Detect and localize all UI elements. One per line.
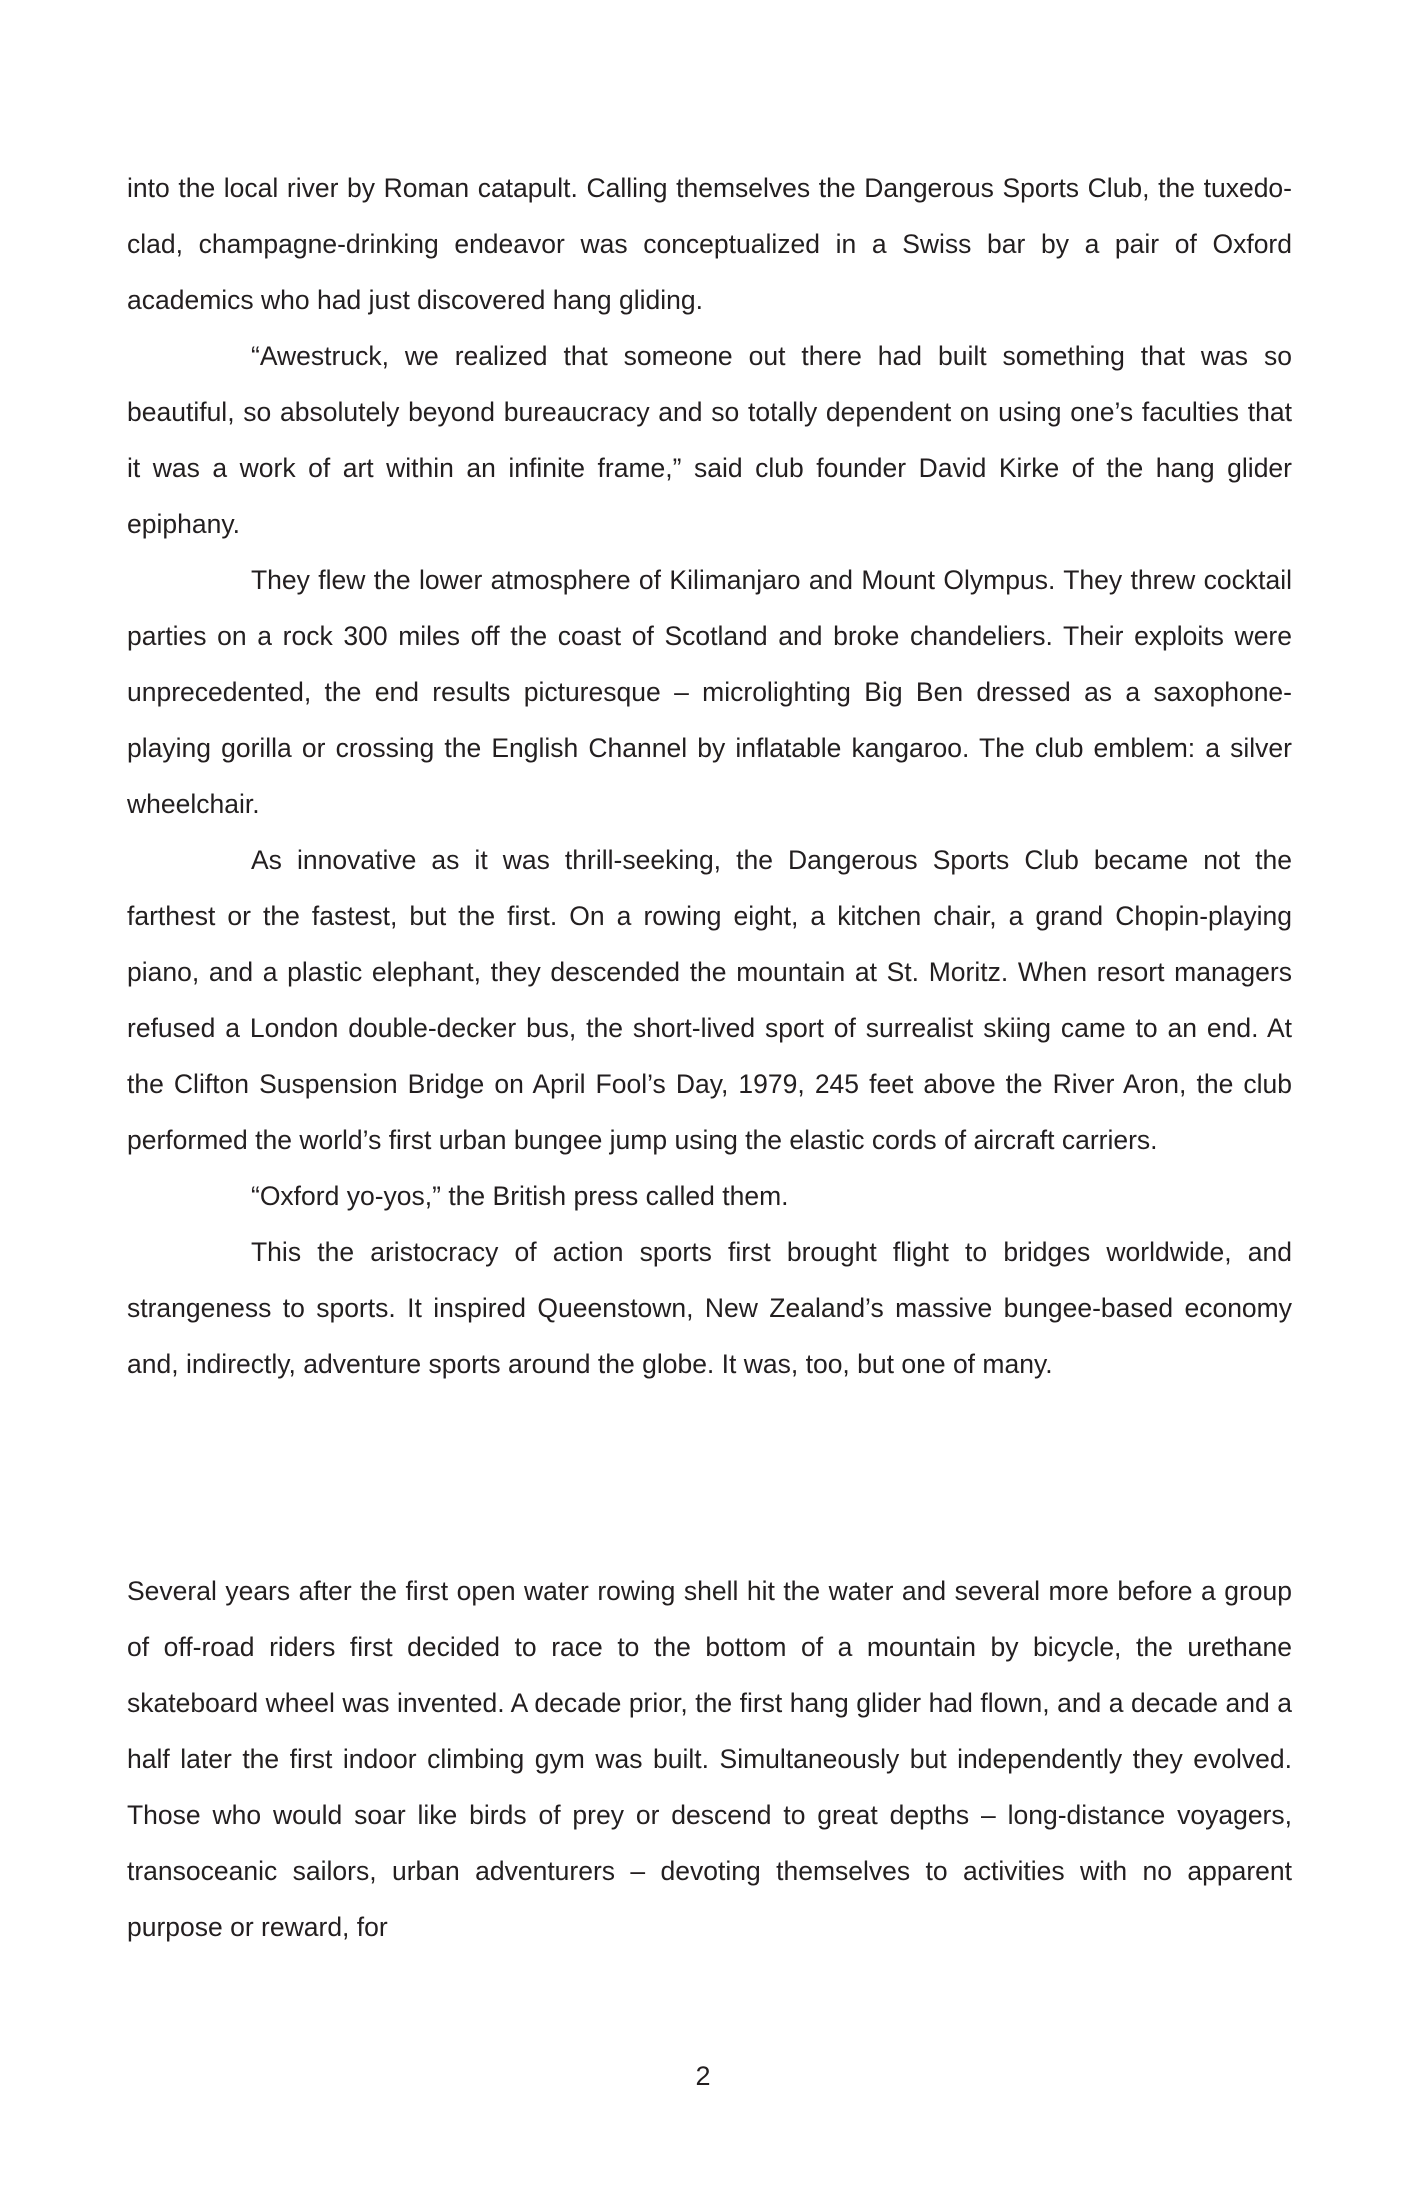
paragraph-awestruck-quote: “Awestruck, we realized that someone out there had built something that was so beautiful, so absolutely beyond bureaucracy and so totally dependent on using one’s faculties that it was a work of art within an infinite frame,” said club founder David Kirke of the hang glider epiphany. bbox=[127, 341, 1292, 539]
paragraph-aristocracy: This the aristocracy of action sports first brought flight to bridges worldwide, and strangeness to sports. It inspired Queenstown, New Zealand’s massive bungee-based economy and, indirectly, adventure sports around the globe. It was, too, but one of many. bbox=[127, 1237, 1292, 1379]
text-section-dangerous-sports-club bbox=[127, 160, 1292, 1392]
page-number: 2 bbox=[695, 2061, 711, 2091]
paragraph-catapult: into the local river by Roman catapult. Calling themselves the Dangerous Sports Club, the tuxedo-clad, champagne-drinking endeavor was conceptualized in a Swiss bar by a pair of Oxford academics who had just discovered hang gliding. bbox=[127, 173, 1292, 315]
paragraph-oxford-yo-yos: “Oxford yo-yos,” the British press called them. bbox=[251, 1181, 789, 1211]
text-section-several-years bbox=[127, 1563, 1292, 1955]
paragraph-several-years: Several years after the first open water rowing shell hit the water and several more before a group of off-road riders first decided to race to the bottom of a mountain by bicycle, the urethane skateboard wheel was invented. A decade prior, the first hang glider had flown, and a decade and a half later the first indoor climbing gym was built. Simultaneously but independently they evolved. Those who would soar like birds of prey or descend to great depths – long-distance voyagers, transoceanic sailors, urban adventurers – devoting themselves to activities with no apparent purpose or reward, for bbox=[127, 1576, 1292, 1942]
paragraph-kilimanjaro: They flew the lower atmosphere of Kilimanjaro and Mount Olympus. They threw cocktail parties on a rock 300 miles off the coast of Scotland and broke chandeliers. Their exploits were unprecedented, the end results picturesque – microlighting Big Ben dressed as a saxophone-playing gorilla or crossing the English Channel by inflatable kangaroo. The club emblem: a silver wheelchair. bbox=[127, 565, 1292, 819]
paragraph-innovative: As innovative as it was thrill-seeking, the Dangerous Sports Club became not the farthest or the fastest, but the first. On a rowing eight, a kitchen chair, a grand Chopin-playing piano, and a plastic elephant, they descended the mountain at St. Moritz. When resort managers refused a London double-decker bus, the short-lived sport of surrealist skiing came to an end. At the Clifton Suspension Bridge on April Fool’s Day, 1979, 245 feet above the River Aron, the club performed the world’s first urban bungee jump using the elastic cords of aircraft carriers. bbox=[127, 845, 1292, 1155]
